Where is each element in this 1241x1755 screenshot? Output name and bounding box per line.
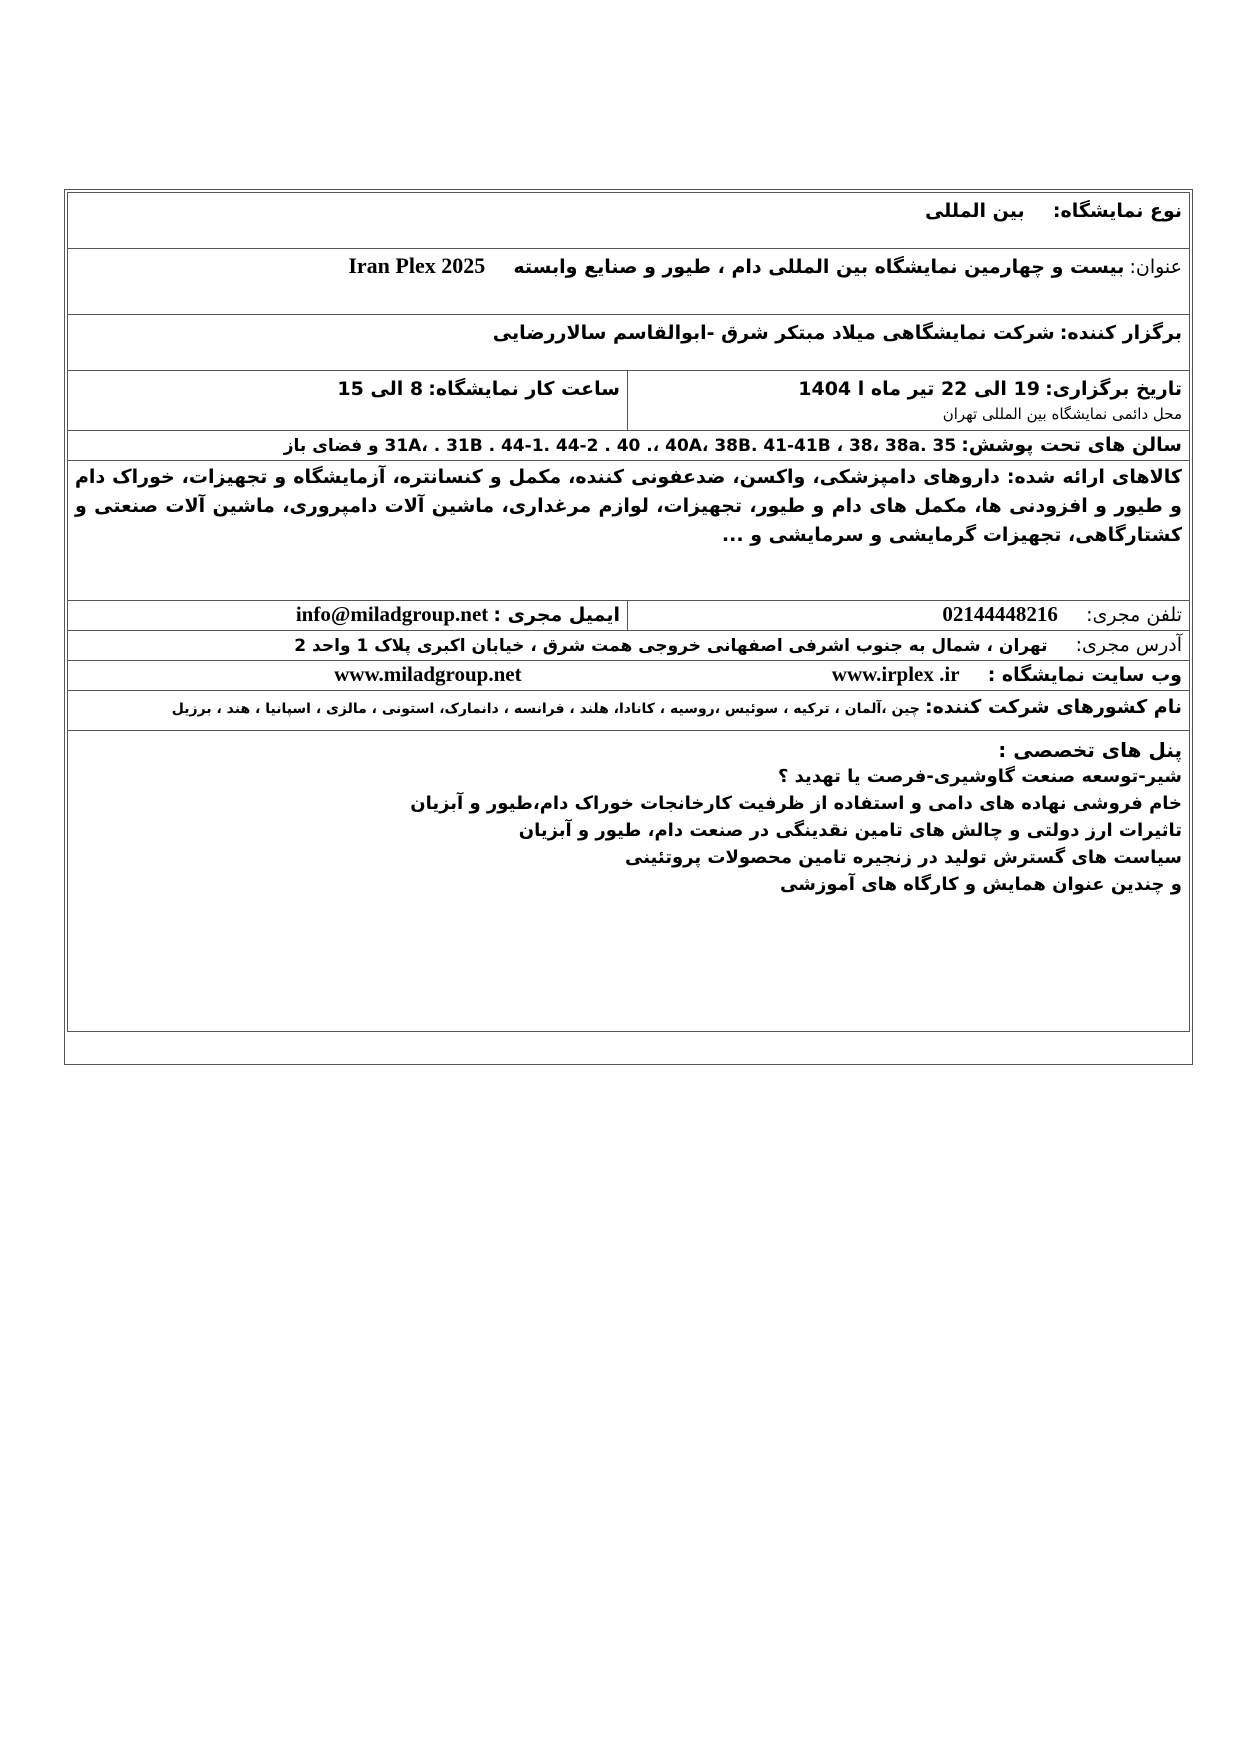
email-value: info@miladgroup.net (295, 602, 489, 626)
hours-value: 8 الی 15 (337, 378, 424, 400)
exhibition-type-label: نوع نمایشگاه: (1052, 200, 1182, 222)
row-halls (68, 431, 1189, 461)
website-label: وب سایت نمایشگاه : (987, 664, 1182, 686)
website-cell (68, 661, 1189, 690)
row-website (68, 661, 1189, 691)
address-label: آدرس مجری: (1075, 634, 1182, 656)
halls-cell (68, 431, 1189, 460)
exhibition-type-value: بین المللی (924, 200, 1025, 222)
panels-cell (68, 731, 1189, 1031)
panel-item-4: سیاست های گسترش تولید در زنجیره تامین محصولات پروتئینی (624, 847, 1182, 868)
title-value: بیست و چهارمین نمایشگاه بین المللی دام ، طیور و صنایع وابسته (513, 256, 1125, 278)
email-cell (68, 601, 628, 630)
panel-item-3: تاثیرات ارز دولتی و چالش های تامین نقدینگی در صنعت دام، طیور و آبزیان (518, 820, 1182, 841)
row-panels (68, 731, 1189, 1031)
phone-label: تلفن مجری: (1086, 604, 1182, 626)
hours-cell (68, 371, 628, 430)
title-latin: Iran Plex 2025 (348, 253, 486, 278)
panel-item-1: شیر-توسعه صنعت گاوشیری-فرصت یا تهدید ؟ (777, 766, 1182, 787)
table-inner-frame (67, 192, 1190, 1032)
row-exhibition-type (68, 193, 1189, 249)
organizer-label: برگزار کننده: (1059, 322, 1182, 344)
row-countries (68, 691, 1189, 731)
organizer-value: شرکت نمایشگاهی میلاد مبتکر شرق -ابوالقاسم سالاررضایی (492, 322, 1055, 344)
venue-text: محل دائمی نمایشگاه بین المللی تهران (942, 405, 1182, 423)
row-phone-email (68, 601, 1189, 631)
row-organizer (68, 315, 1189, 371)
countries-value: چین ،آلمان ، ترکیه ، سوئیس ،روسیه ، کانادا، هلند ، فرانسه ، دانمارک، استونی ، مالزی ، اسپانیا ، هند ، برزیل (171, 701, 920, 717)
dates-cell (626, 371, 1189, 430)
halls-value: 31A، . 31B . 44-1. 44-2 . 40 .، 40A، 38B. 41-41B ، 38، 38a. 35 و فضای باز (283, 436, 957, 456)
products-paragraph (75, 463, 1182, 550)
title-label: عنوان: (1129, 256, 1182, 278)
address-value: تهران ، شمال به جنوب اشرفی اصفهانی خروجی همت شرق ، خیابان اکبری پلاک 1 واحد 2 (294, 636, 1048, 656)
row-title (68, 249, 1189, 315)
phone-cell (626, 601, 1189, 630)
dates-label: تاریخ برگزاری: (1045, 378, 1182, 400)
countries-cell (68, 691, 1189, 730)
countries-label: نام کشورهای شرکت کننده: (924, 696, 1182, 718)
panel-item-2: خام فروشی نهاده های دامی و استفاده از ظرفیت کارخانجات خوراک دام،طیور و آبزیان (410, 793, 1182, 814)
phone-value: 02144448216 (942, 602, 1058, 626)
organizer-cell (68, 315, 1189, 370)
panel-item-5: و چندین عنوان همایش و کارگاه های آموزشی (780, 874, 1182, 895)
panels-label: پنل های تخصصی : (998, 738, 1182, 762)
products-cell (68, 461, 1189, 600)
dates-value: 19 الی 22 تیر ماه ا 1404 (798, 378, 1040, 400)
email-label: ایمیل مجری : (493, 604, 620, 626)
address-cell (68, 631, 1189, 660)
products-label: کالاهای ارائه شده: (1006, 466, 1182, 488)
row-products (68, 461, 1189, 601)
exhibition-type-cell (68, 193, 1189, 248)
row-address (68, 631, 1189, 661)
hours-label: ساعت کار نمایشگاه: (428, 378, 620, 400)
title-cell (68, 249, 1189, 314)
website-organizer-value: www.miladgroup.net (334, 662, 522, 686)
website-exhibition-value: www.irplex .ir (831, 662, 960, 686)
halls-label: سالن های تحت پوشش: (961, 434, 1182, 456)
exhibition-info-table (64, 189, 1193, 1065)
row-dates-hours (68, 371, 1189, 431)
products-value: داروهای دامپزشکی، واکسن، ضدعفونی کننده، مکمل و کنسانتره، آزمایشگاه و تجهیزات، خوراک دام و طیور و افزودنی ها، مکمل های دام و طیور، تجهیزات، لوازم مرغداری، ماشین آلات دامپروری، ماشین آلات صنعتی و کشتارگاهی، تجهیزات گرمایشی و سرمایشی و ... (75, 466, 1182, 546)
